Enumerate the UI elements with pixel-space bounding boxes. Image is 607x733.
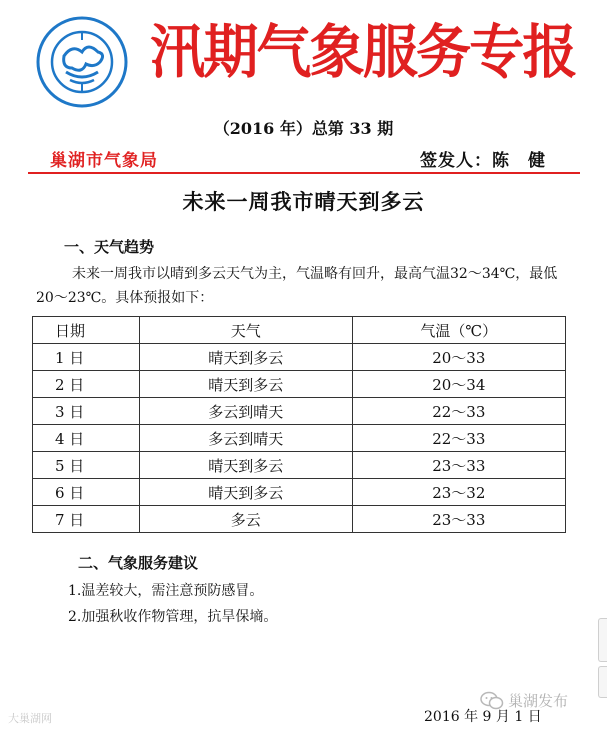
masthead-title: 汛期气象服务专报 — [150, 18, 576, 86]
forecast-table — [32, 316, 566, 533]
cell-date: 1 日 — [33, 344, 140, 371]
cell-temperature: 22～33 — [352, 425, 565, 452]
cell-weather: 晴天到多云 — [140, 452, 353, 479]
cell-date: 7 日 — [33, 506, 140, 533]
table-row — [33, 371, 566, 398]
cell-weather: 晴天到多云 — [140, 344, 353, 371]
red-divider — [28, 172, 580, 174]
cell-date: 2 日 — [33, 371, 140, 398]
table-row — [33, 398, 566, 425]
signer: 签发人：陈 健 — [420, 151, 546, 171]
cell-temperature: 23～33 — [352, 452, 565, 479]
watermark-left: 大巢湖网 — [8, 712, 52, 725]
header-weather: 天气 — [140, 317, 353, 344]
cell-temperature: 22～33 — [352, 398, 565, 425]
watermark-right — [480, 690, 568, 711]
cell-temperature: 23～33 — [352, 506, 565, 533]
header-date: 日期 — [33, 317, 140, 344]
intro-paragraph: 未来一周我市以晴到多云天气为主，气温略有回升，最高气温32～34℃，最低 20～23℃。具体预报如下： — [36, 266, 558, 306]
cell-weather: 晴天到多云 — [140, 371, 353, 398]
cell-temperature: 23～32 — [352, 479, 565, 506]
list-item: 2.加强秋收作物管理，抗旱保墒。 — [68, 609, 278, 625]
cell-temperature: 20～34 — [352, 371, 565, 398]
cell-date: 4 日 — [33, 425, 140, 452]
section-title-weather-trend: 一、天气趋势 — [64, 238, 155, 256]
cell-weather: 多云 — [140, 506, 353, 533]
cell-date: 3 日 — [33, 398, 140, 425]
wechat-icon — [480, 691, 504, 711]
side-tab[interactable] — [598, 618, 607, 662]
side-tab[interactable] — [598, 666, 607, 698]
table-header-row — [33, 317, 566, 344]
cell-date: 6 日 — [33, 479, 140, 506]
cell-temperature: 20～33 — [352, 344, 565, 371]
cell-date: 5 日 — [33, 452, 140, 479]
section-title-service-advice: 二、气象服务建议 — [78, 554, 199, 572]
headline: 未来一周我市晴天到多云 — [182, 189, 425, 214]
table-row — [33, 479, 566, 506]
header-temperature: 气温（℃） — [352, 317, 565, 344]
table-row — [33, 452, 566, 479]
cell-weather: 多云到晴天 — [140, 425, 353, 452]
watermark-right-text: 巢湖发布 — [508, 692, 569, 710]
cma-logo — [36, 16, 128, 108]
advice-list — [68, 578, 277, 630]
issue-number: （2016 年）总第 33 期 — [213, 119, 394, 138]
table-row — [33, 425, 566, 452]
issue-date: 2016 年 9 月 1 日 — [424, 709, 542, 725]
cell-weather: 晴天到多云 — [140, 479, 353, 506]
issuing-bureau: 巢湖市气象局 — [50, 151, 158, 171]
list-item: 1.温差较大，需注意预防感冒。 — [68, 583, 264, 599]
cell-weather: 多云到晴天 — [140, 398, 353, 425]
table-row — [33, 506, 566, 533]
table-row — [33, 344, 566, 371]
